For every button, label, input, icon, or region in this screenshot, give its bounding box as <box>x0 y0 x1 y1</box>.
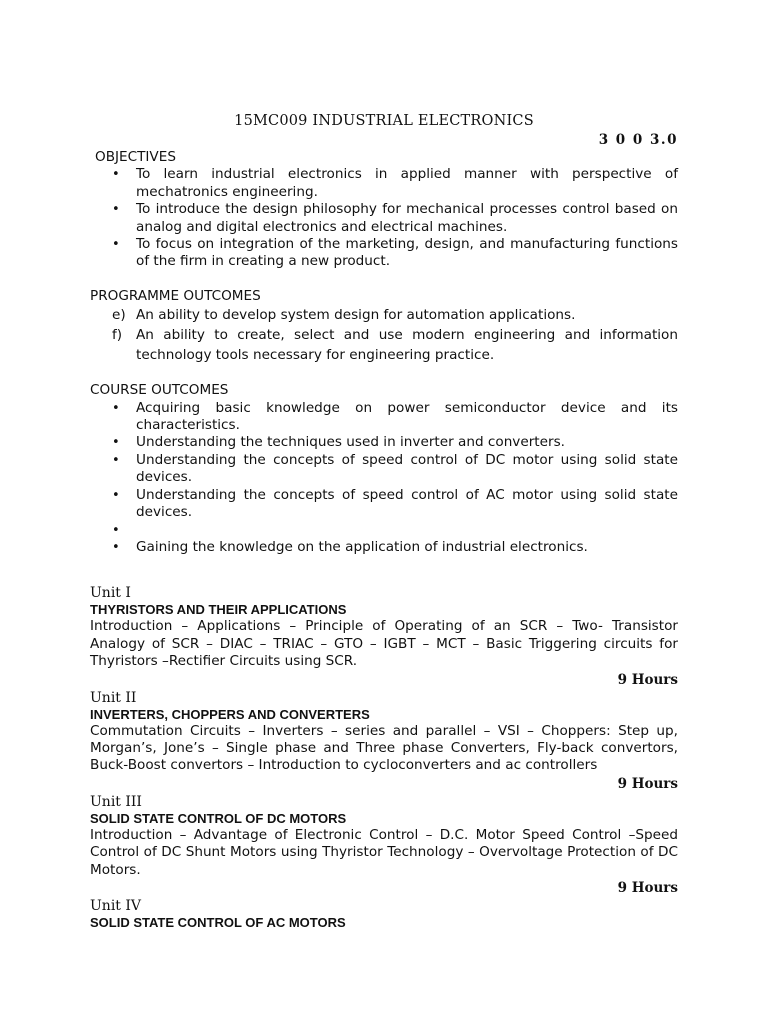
bullet-icon: • <box>112 487 120 503</box>
list-item-text: To learn industrial electronics in applied manner with perspective of mechatronics engineering. <box>136 166 678 200</box>
unit-title: INVERTERS, CHOPPERS AND CONVERTERS <box>90 706 370 722</box>
unit-hours: 9 Hours <box>617 879 678 896</box>
list-item-text: An ability to develop system design for automation applications. <box>136 307 576 324</box>
unit-block <box>90 584 678 688</box>
programme-outcomes-list <box>90 305 678 365</box>
course-outcomes-heading: COURSE OUTCOMES <box>90 382 229 399</box>
list-marker: f) <box>112 327 123 344</box>
unit-body: Introduction – Applications – Principle of Operating of an SCR – Two- Transistor Analogy of SCR – DIAC – TRIAC – GTO – IGBT – MCT – Basic Triggering circuits for Thyristors –Rectifier Circuits using SCR. <box>90 618 678 670</box>
list-item <box>90 236 678 271</box>
course-credits: 3 0 0 3.0 <box>598 132 678 148</box>
list-item-text: An ability to create, select and use modern engineering and information technology tools necessary for engineering practice. <box>136 327 678 364</box>
unit-name: Unit IV <box>90 897 142 914</box>
bullet-icon: • <box>112 539 120 555</box>
bullet-icon: • <box>112 237 120 253</box>
unit-name: Unit II <box>90 689 137 706</box>
list-item-text: Gaining the knowledge on the application of industrial electronics. <box>136 538 588 555</box>
list-item-text: Understanding the techniques used in inverter and converters. <box>136 434 565 451</box>
list-marker: e) <box>112 307 126 324</box>
list-item-text: Understanding the concepts of speed control of AC motor using solid state devices. <box>136 486 678 521</box>
list-item <box>90 325 678 365</box>
unit-title: SOLID STATE CONTROL OF AC MOTORS <box>90 914 346 930</box>
list-item <box>90 487 678 522</box>
unit-body: Commutation Circuits – Inverters – series and parallel – VSI – Choppers: Step up, Morgan’s, Jone’s – Single phase and Three phase Converters, Fly-back convertors, Buck-Boost convertors – Introduction to cycloconverters and ac controllers <box>90 722 678 774</box>
list-item <box>90 539 678 556</box>
list-item-text: Acquiring basic knowledge on power semiconductor device and its characteristics. <box>136 399 678 434</box>
bullet-icon: • <box>112 435 120 451</box>
objectives-heading: OBJECTIVES <box>95 149 176 165</box>
list-item <box>90 400 678 435</box>
list-item-text: To introduce the design philosophy for mechanical processes control based on analog and digital electronics and electrical machines. <box>136 201 678 235</box>
bullet-icon: • <box>112 167 120 183</box>
list-item <box>90 166 678 201</box>
unit-block <box>90 793 678 897</box>
unit-name: Unit I <box>90 585 131 602</box>
unit-hours: 9 Hours <box>617 775 678 792</box>
bullet-icon: • <box>112 202 120 218</box>
list-item <box>90 201 678 236</box>
unit-title: THYRISTORS AND THEIR APPLICATIONS <box>90 602 347 618</box>
bullet-icon: • <box>112 522 120 538</box>
course-outcomes-list <box>90 400 678 557</box>
programme-outcomes-heading: PROGRAMME OUTCOMES <box>90 287 261 304</box>
unit-block <box>90 897 678 931</box>
unit-name: Unit III <box>90 793 142 810</box>
course-title: 15MC009 INDUSTRIAL ELECTRONICS <box>234 113 534 129</box>
list-item <box>90 434 678 451</box>
unit-body: Introduction – Advantage of Electronic Control – D.C. Motor Speed Control –Speed Control of DC Shunt Motors using Thyristor Technology – Overvoltage Protection of DC Motors. <box>90 826 678 878</box>
objectives-list <box>90 166 678 270</box>
bullet-icon: • <box>112 452 120 468</box>
unit-hours: 9 Hours <box>617 671 678 688</box>
list-item <box>90 452 678 487</box>
list-item <box>90 305 678 325</box>
list-item-text: To focus on integration of the marketing, design, and manufacturing functions of the firm in creating a new product. <box>136 236 678 270</box>
bullet-icon: • <box>112 400 120 416</box>
unit-block <box>90 689 678 793</box>
list-item <box>90 522 678 539</box>
list-item-text: Understanding the concepts of speed control of DC motor using solid state devices. <box>136 451 678 486</box>
syllabus-page <box>90 112 678 931</box>
unit-title: SOLID STATE CONTROL OF DC MOTORS <box>90 810 347 826</box>
